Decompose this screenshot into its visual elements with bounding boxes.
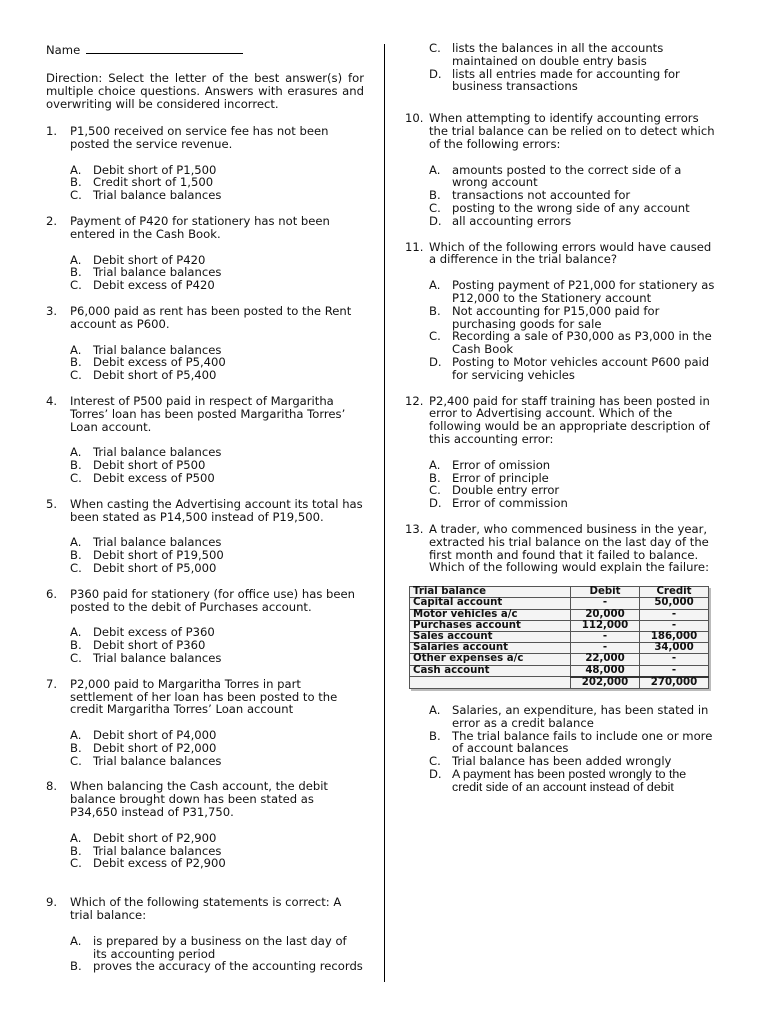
option-letter: A. <box>70 933 82 948</box>
option[interactable] <box>70 755 364 768</box>
option-text: Trial balance has been added wrongly <box>452 754 672 769</box>
question-text: P360 paid for stationery (for office use) has been posted to the debit of Purchases account. <box>70 586 356 614</box>
option-letter: C. <box>70 856 82 871</box>
option-letter: B. <box>70 355 82 370</box>
option[interactable] <box>70 279 364 292</box>
option[interactable] <box>70 639 364 652</box>
question-text: Interest of P500 paid in respect of Margaritha Torres’ loan has been posted Margaritha Torres’ Loan account. <box>70 393 346 434</box>
option-letter: C. <box>429 483 441 498</box>
option-letter: D. <box>429 213 442 228</box>
table-total-credit: 270,000 <box>640 677 709 689</box>
question-text: P1,500 received on service fee has not been posted the service revenue. <box>70 124 329 151</box>
option[interactable] <box>70 369 364 382</box>
table-cell: Capital account <box>410 598 571 609</box>
option[interactable] <box>70 729 364 742</box>
option-text: transactions not accounted for <box>452 188 631 203</box>
option[interactable] <box>429 279 717 305</box>
name-label: Name <box>46 43 81 57</box>
option-letter: C. <box>70 470 82 485</box>
question-text: P6,000 paid as rent has been posted to the Rent account as P600. <box>70 303 352 331</box>
option[interactable] <box>429 459 717 472</box>
table-cell: - <box>640 665 709 677</box>
option-letter: D. <box>429 354 442 369</box>
option-text: Salaries, an expenditure, has been stated in error as a credit balance <box>452 702 709 730</box>
option-letter: A. <box>429 162 441 177</box>
question-text: Which of the following statements is correct: A trial balance: <box>70 895 342 923</box>
option-text: Debit short of P4,000 <box>93 728 217 743</box>
question-number: 9. <box>46 895 58 910</box>
directions-text: Direction: Select the letter of the best answer(s) for multiple choice questions. Answers with erasures and overwriting will be considered incorrect. <box>46 71 364 111</box>
option-text: Recording a sale of P30,000 as P3,000 in the Cash Book <box>452 329 712 357</box>
option-letter: C. <box>429 41 441 55</box>
table-row <box>410 654 709 665</box>
option[interactable] <box>70 857 364 870</box>
question-1 <box>46 125 364 202</box>
question-9-continued <box>429 42 717 93</box>
question-text: P2,400 paid for staff training has been posted in error to Advertising account. Which of the following would be an appropriate description of this accounting error: <box>429 393 710 446</box>
option-letter: B. <box>70 959 82 974</box>
option[interactable] <box>429 42 717 68</box>
question-7 <box>46 678 364 768</box>
name-blank-line[interactable] <box>86 42 243 54</box>
option-letter: A. <box>429 457 441 472</box>
option-text: Debit excess of P360 <box>93 625 215 640</box>
option-letter: B. <box>70 265 82 280</box>
option-letter: B. <box>429 728 441 743</box>
table-total-debit: 202,000 <box>571 677 640 689</box>
table-cell: 20,000 <box>571 609 640 620</box>
option[interactable] <box>429 768 717 794</box>
option[interactable] <box>70 832 364 845</box>
table-header-cell: Credit <box>640 587 709 598</box>
table-cell: 50,000 <box>640 598 709 609</box>
question-text: A trader, who commenced business in the year, extracted his trial balance on the last day of the first month and found that it failed to balance. Which of the following would explain the failure: <box>429 521 709 575</box>
option[interactable] <box>429 305 717 331</box>
option-text: A payment has been posted wrongly to the credit side of an account instead of debit <box>452 766 687 794</box>
option-text: Posting to Motor vehicles account P600 paid for servicing vehicles <box>452 354 710 382</box>
option-letter: B. <box>429 188 441 203</box>
option-letter: D. <box>429 66 442 81</box>
option-text: The trial balance fails to include one or more of account balances <box>452 728 713 756</box>
table-header-cell: Trial balance <box>410 587 571 598</box>
table-cell: 112,000 <box>571 620 640 631</box>
option-text: Posting payment of P21,000 for stationery as P12,000 to the Stationery account <box>452 278 715 305</box>
question-text: When casting the Advertising account its total has been stated as P14,500 instead of P19,500. <box>70 496 363 524</box>
option-text: Error of commission <box>452 496 568 511</box>
option-letter: D. <box>429 496 442 511</box>
option[interactable] <box>429 704 717 730</box>
question-number: 13. <box>405 521 424 536</box>
table-cell: - <box>571 598 640 609</box>
option-letter: A. <box>70 728 82 743</box>
option-text: Debit short of P2,000 <box>93 740 217 755</box>
option-text: is prepared by a business on the last day of its accounting period <box>93 933 347 961</box>
option[interactable] <box>429 730 717 756</box>
option-text: Debit short of P500 <box>93 458 206 473</box>
table-header-cell: Debit <box>571 587 640 598</box>
table-cell: 34,000 <box>640 643 709 654</box>
option-letter: A. <box>70 445 82 460</box>
option-text: Error of omission <box>452 457 551 472</box>
option[interactable] <box>70 562 364 575</box>
option-text: Debit excess of P5,400 <box>93 355 226 370</box>
table-cell: Cash account <box>410 665 571 677</box>
table-cell: Salaries account <box>410 643 571 654</box>
question-number: 4. <box>46 393 58 408</box>
option-letter: A. <box>429 278 441 293</box>
option-letter: A. <box>70 252 82 267</box>
table-row <box>410 631 709 642</box>
question-4 <box>46 395 364 485</box>
option-letter: C. <box>429 200 441 215</box>
table-cell: - <box>640 654 709 665</box>
option-text: Double entry error <box>452 483 560 498</box>
table-header-row <box>410 587 709 598</box>
option[interactable] <box>429 755 717 768</box>
option-letter: A. <box>429 702 441 717</box>
option-text: Trial balance balances <box>93 445 222 460</box>
option[interactable] <box>429 164 717 190</box>
option[interactable] <box>70 549 364 562</box>
question-number: 10. <box>405 111 424 126</box>
option-text: Trial balance balances <box>93 753 222 768</box>
option[interactable] <box>429 497 717 510</box>
question-number: 2. <box>46 213 58 228</box>
left-column <box>46 40 364 973</box>
option-letter: C. <box>429 754 441 769</box>
question-8 <box>46 780 364 870</box>
option[interactable] <box>70 472 364 485</box>
option-text: Trial balance balances <box>93 188 222 203</box>
table-cell: Purchases account <box>410 620 571 631</box>
table-row <box>410 598 709 609</box>
option[interactable] <box>70 189 364 202</box>
option-text: all accounting errors <box>452 213 572 228</box>
option-letter: C. <box>429 329 441 344</box>
option-letter: B. <box>70 458 82 473</box>
option-letter: B. <box>429 303 441 318</box>
trial-balance-figure <box>409 586 717 692</box>
table-cell: Motor vehicles a/c <box>410 609 571 620</box>
question-number: 1. <box>46 124 58 138</box>
option-letter: A. <box>70 535 82 550</box>
option[interactable] <box>70 935 364 961</box>
question-number: 11. <box>405 239 424 254</box>
option-text: lists the balances in all the accounts maintained on double entry basis <box>452 41 664 68</box>
question-11 <box>405 241 717 382</box>
option-letter: D. <box>429 766 442 781</box>
question-text: When attempting to identify accounting errors the trial balance can be relied on to detect which of the following errors: <box>429 111 715 151</box>
option-text: Trial balance balances <box>93 843 222 858</box>
option-letter: A. <box>70 830 82 845</box>
question-12 <box>405 395 717 510</box>
option-text: lists all entries made for accounting for business transactions <box>452 66 680 94</box>
option-text: Not accounting for P15,000 paid for purchasing goods for sale <box>452 303 660 331</box>
question-number: 7. <box>46 676 58 691</box>
option-letter: B. <box>70 175 82 190</box>
option[interactable] <box>70 652 364 665</box>
question-text: Payment of P420 for stationery has not been entered in the Cash Book. <box>70 213 330 241</box>
table-cell: - <box>640 609 709 620</box>
name-field <box>46 42 364 57</box>
option-text: Debit excess of P500 <box>93 470 215 485</box>
trial-balance-table <box>409 586 709 689</box>
option-text: Debit short of P5,000 <box>93 560 217 575</box>
option-text: Trial balance balances <box>93 342 222 357</box>
question-9 <box>46 896 364 973</box>
table-cell: - <box>640 620 709 631</box>
question-5 <box>46 498 364 575</box>
option-letter: C. <box>70 753 82 768</box>
option-letter: C. <box>70 278 82 293</box>
question-13 <box>405 523 717 794</box>
option-letter: B. <box>70 638 82 653</box>
option-letter: A. <box>70 342 82 357</box>
option-text: posting to the wrong side of any account <box>452 200 690 215</box>
table-row <box>410 665 709 677</box>
option-text: Debit short of P2,900 <box>93 830 217 845</box>
table-cell: 48,000 <box>571 665 640 677</box>
option-letter: C. <box>70 560 82 575</box>
table-row <box>410 643 709 654</box>
column-divider <box>384 44 385 982</box>
option-letter: C. <box>70 650 82 665</box>
option-letter: A. <box>70 625 82 640</box>
option-text: Debit short of P1,500 <box>93 162 217 177</box>
option[interactable] <box>70 742 364 755</box>
option-text: Debit excess of P420 <box>93 278 215 293</box>
question-text: P2,000 paid to Margaritha Torres in part settlement of her loan has been posted to the credit Margaritha Torres’ Loan account <box>70 676 338 717</box>
table-cell <box>410 677 571 689</box>
option-letter: B. <box>70 740 82 755</box>
option[interactable] <box>70 960 364 973</box>
option-letter: C. <box>70 188 82 203</box>
option[interactable] <box>429 215 717 228</box>
option-text: Trial balance balances <box>93 535 222 550</box>
question-text: Which of the following errors would have caused a difference in the trial balance? <box>429 239 712 267</box>
question-number: 5. <box>46 496 58 511</box>
option-text: Credit short of 1,500 <box>93 175 214 190</box>
question-number: 12. <box>405 393 424 408</box>
table-cell: 22,000 <box>571 654 640 665</box>
table-totals-row <box>410 677 709 689</box>
option-text: Debit short of P19,500 <box>93 548 224 563</box>
table-cell: - <box>571 631 640 642</box>
option-text: Trial balance balances <box>93 650 222 665</box>
option-letter: B. <box>70 843 82 858</box>
question-3 <box>46 305 364 382</box>
question-number: 3. <box>46 303 58 318</box>
option-text: Trial balance balances <box>93 265 222 280</box>
right-column <box>405 42 717 794</box>
option-text: Debit short of P5,400 <box>93 368 217 383</box>
option-text: Error of principle <box>452 470 549 485</box>
table-cell: Other expenses a/c <box>410 654 571 665</box>
option-text: Debit short of P360 <box>93 638 206 653</box>
option[interactable] <box>429 330 717 356</box>
table-cell: Sales account <box>410 631 571 642</box>
question-2 <box>46 215 364 292</box>
question-6 <box>46 588 364 665</box>
question-10 <box>405 112 717 227</box>
option-text: amounts posted to the correct side of a wrong account <box>452 162 682 190</box>
option[interactable] <box>429 202 717 215</box>
question-text: When balancing the Cash account, the debit balance brought down has been stated as P34,650 instead of P31,750. <box>70 779 328 820</box>
option-letter: C. <box>70 368 82 383</box>
table-cell: 186,000 <box>640 631 709 642</box>
option-text: Debit short of P420 <box>93 252 206 267</box>
option[interactable] <box>429 68 717 94</box>
question-number: 6. <box>46 586 58 601</box>
option-letter: B. <box>429 470 441 485</box>
option-letter: A. <box>70 162 82 177</box>
table-row <box>410 620 709 631</box>
table-cell: - <box>571 643 640 654</box>
option-text: proves the accuracy of the accounting records <box>93 959 363 974</box>
option-text: Debit excess of P2,900 <box>93 856 226 871</box>
question-number: 8. <box>46 779 58 794</box>
option[interactable] <box>429 356 717 382</box>
table-row <box>410 609 709 620</box>
option-letter: B. <box>70 548 82 563</box>
